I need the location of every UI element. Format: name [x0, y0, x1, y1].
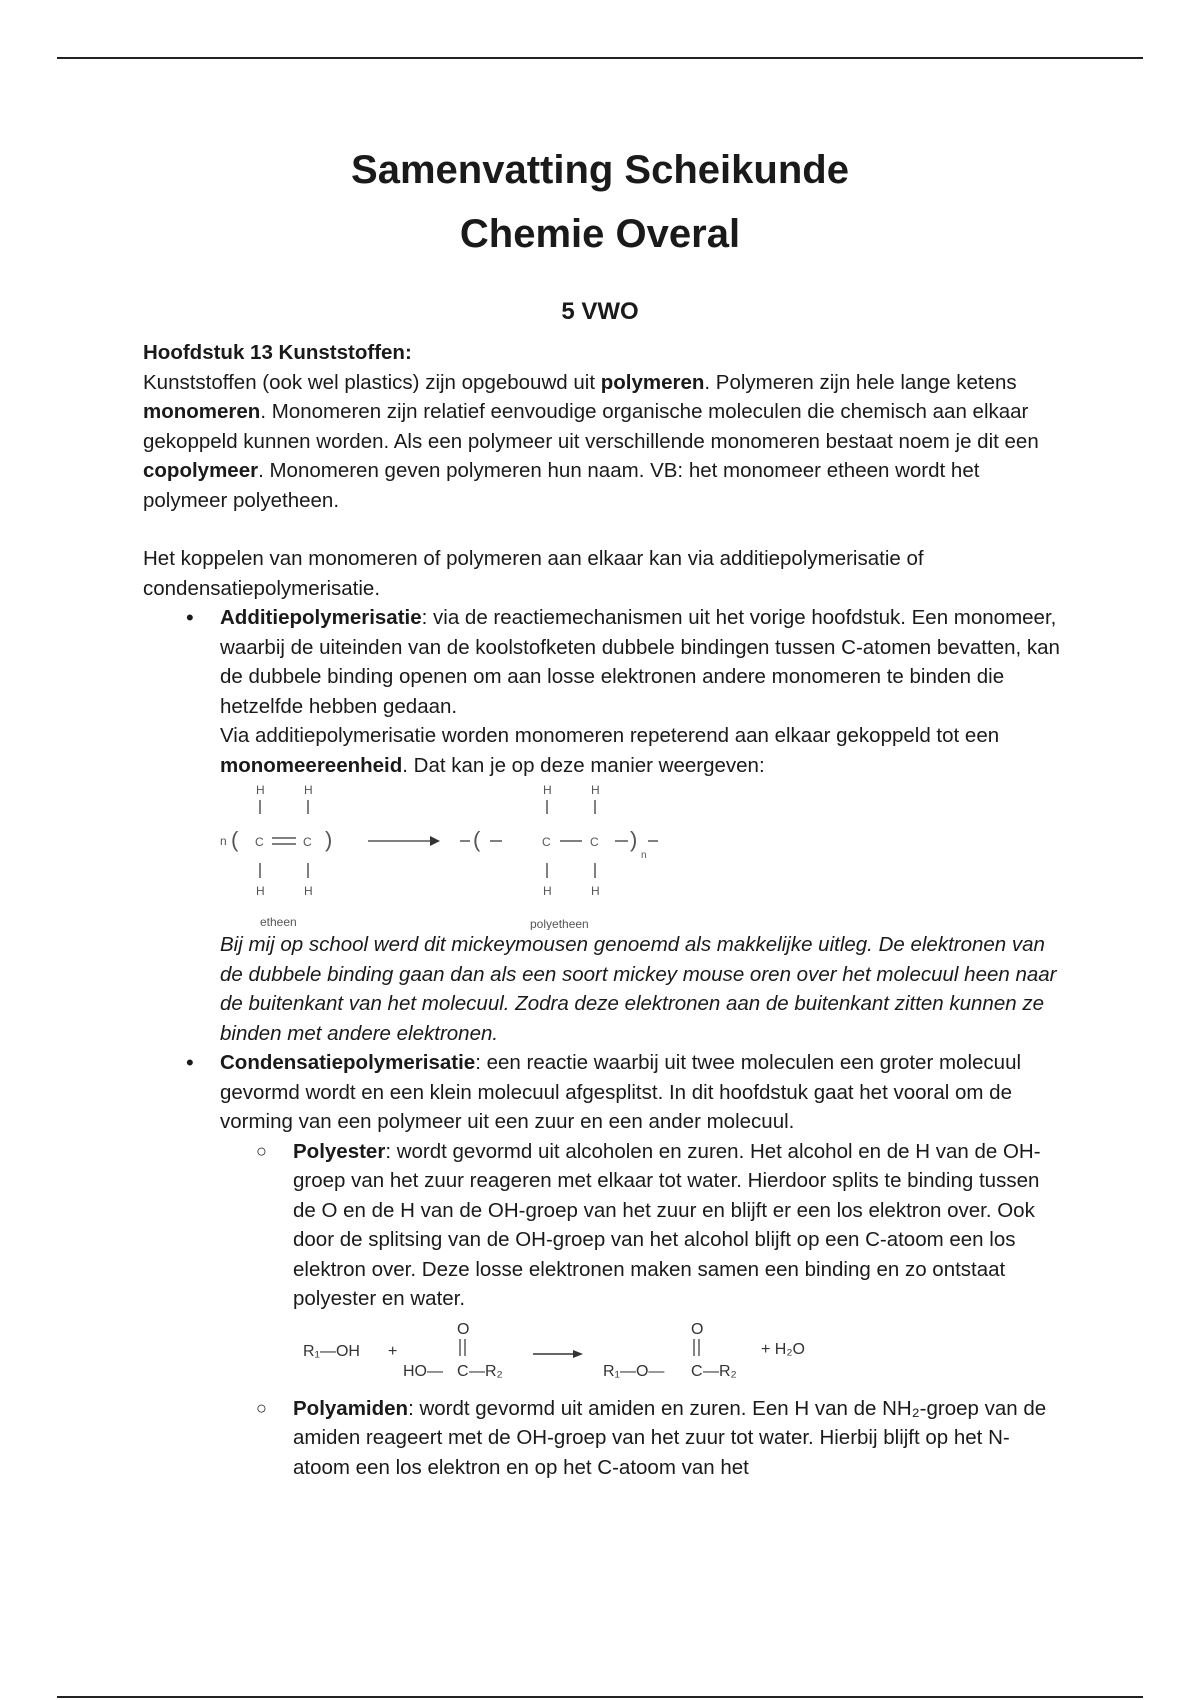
text-span: . Monomeren geven polymeren hun naam. VB: het monomeer etheen wordt het polymeer polyetheen. — [143, 459, 980, 512]
polymerization-diagram — [220, 780, 700, 930]
atom-h: H — [591, 884, 600, 898]
atom-c: C — [255, 835, 264, 849]
bullet-condensation — [143, 1048, 1063, 1137]
text-span: . Monomeren zijn relatief eenvoudige organische moleculen die chemisch aan elkaar gekoppeld kunnen worden. Als een polymeer uit verschillende monomeren bestaat noem je dit een — [143, 400, 1039, 453]
text-span: . Dat kan je op deze manier weergeven: — [402, 753, 765, 777]
subscript-n: n — [641, 850, 647, 861]
term-polymeren: polymeren — [600, 370, 705, 394]
label-polyetheen: polyetheen — [530, 917, 589, 930]
reactant-alcohol: R₁—OH — [303, 1342, 360, 1360]
term-monomeereenheid: monomeereenheid — [220, 753, 403, 777]
atom-c: C — [303, 835, 312, 849]
atom-h: H — [256, 783, 265, 797]
document-body — [143, 338, 1063, 1482]
subbullet-polyester — [143, 1137, 1063, 1314]
atom-o: O — [691, 1320, 704, 1338]
atom-h: H — [304, 783, 313, 797]
term-monomeren: monomeren — [143, 400, 261, 423]
hydroxyl-group: HO— — [403, 1362, 443, 1380]
bullet-dot-icon: • — [186, 1050, 194, 1075]
ester-figure — [293, 1314, 1063, 1394]
text-span: : wordt gevormd uit amiden en zuren. Een H van de NH₂-groep van de amiden reageert met de OH-groep van het zuur tot water. Hierbij blijft op het N-atoom een los elektron en op het C-atoom van het — [293, 1396, 1047, 1479]
grade-label: 5 VWO — [561, 298, 639, 325]
esterification-diagram — [293, 1314, 833, 1392]
residue-r2: —R₂ — [703, 1362, 737, 1380]
atom-h: H — [256, 884, 265, 898]
chapter-heading: Hoofdstuk 13 Kunststoffen: — [143, 341, 412, 364]
page-title: Samenvatting Scheikunde — [351, 148, 849, 192]
atom-o: O — [457, 1320, 470, 1338]
text-span: : een reactie waarbij uit twee moleculen een groter molecuul gevormd wordt en een klein molecuul afgesplitst. In dit hoofdstuk gaat het vooral om de vorming van een polymeer uit een zuur en een ander molecuul. — [220, 1051, 1022, 1133]
circle-bullet-icon: ○ — [256, 1397, 267, 1418]
text-span: . Polymeren zijn hele lange ketens — [704, 370, 1017, 394]
residue-r2: —R₂ — [469, 1362, 503, 1380]
text-span: Kunststoffen (ook wel plastics) zijn opgebouwd uit — [143, 370, 601, 394]
svg-text:(: ( — [231, 827, 239, 852]
top-rule — [57, 57, 1143, 59]
atom-c: C — [457, 1362, 469, 1380]
text-span: : via de reactiemechanismen uit het vorige hoofdstuk. Een monomeer, waarbij de uiteinden van de koolstofketen dubbele bindingen tussen C-atomen bevatten, kan de dubbele binding openen om aan losse elektronen andere monomeren te binden die hetzelfde hebben gedaan. — [220, 606, 1060, 718]
plus-sign: + — [388, 1342, 398, 1360]
atom-c: C — [590, 835, 599, 849]
term-copolymeer: copolymeer — [143, 459, 259, 482]
atom-h: H — [543, 884, 552, 898]
atom-h: H — [543, 783, 552, 797]
svg-text:): ) — [630, 827, 638, 852]
mickeymouse-note: Bij mij op school werd dit mickeymousen genoemd als makkelijke uitleg. De elektronen van de dubbele binding gaan dan als een soort mickey mouse oren over het molecuul heen naar de buitenkant van het molecuul. Zodra deze elektronen aan de buitenkant zitten kunnen ze binden met andere elektronen. — [220, 933, 1057, 1045]
intro-paragraph — [143, 368, 1063, 516]
circle-bullet-icon: ○ — [256, 1140, 267, 1161]
atom-c: C — [542, 835, 551, 849]
coefficient-n: n — [220, 834, 227, 848]
text-span: Via additiepolymerisatie worden monomeren repeterend aan elkaar gekoppeld tot een — [220, 724, 1000, 747]
coupling-paragraph: Het koppelen van monomeren of polymeren aan elkaar kan via additiepolymerisatie of condensatiepolymerisatie. — [143, 547, 924, 600]
text-span: : wordt gevormd uit alcoholen en zuren. Het alcohol en de H van de OH-groep van het zuur reageren met elkaar tot water. Hierdoor splits te binding tussen de O en de H van de OH-groep van het zuur en blijft er een los elektron over. Ook door de splitsing van de OH-groep van het alcohol blijft op een C-atoom een los elektron over. Deze losse elektronen maken samen een binding en zo ontstaat polyester en water. — [293, 1139, 1041, 1310]
term-polyamiden: Polyamiden — [293, 1396, 409, 1420]
term-condensatiepolymerisatie: Condensatiepolymerisatie — [220, 1051, 476, 1074]
bullet-dot-icon: • — [186, 605, 194, 630]
subbullet-polyamide — [143, 1394, 1063, 1483]
atom-h: H — [304, 884, 313, 898]
atom-c: C — [691, 1362, 703, 1380]
term-additiepolymerisatie: Additiepolymerisatie — [220, 606, 422, 629]
label-etheen: etheen — [260, 915, 297, 929]
arrow-head-icon — [430, 836, 440, 846]
page-subtitle: Chemie Overal — [459, 212, 741, 256]
svg-text:): ) — [325, 827, 333, 852]
polyethene-figure — [220, 780, 1063, 930]
bottom-rule — [57, 1696, 1143, 1698]
svg-text:(: ( — [473, 827, 481, 852]
arrow-head-icon — [573, 1350, 583, 1358]
term-polyester: Polyester — [293, 1139, 386, 1163]
bullet-addition — [143, 603, 1063, 780]
water-product: + H₂O — [761, 1340, 805, 1358]
atom-h: H — [591, 783, 600, 797]
ester-chain: R₁—O— — [603, 1362, 665, 1380]
